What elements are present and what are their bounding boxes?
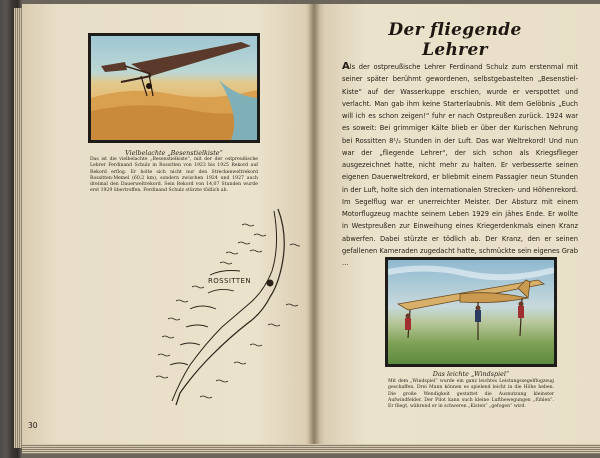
- caption1-text: Das ist die vielbelachte „Besenstielkiste“, mit der der ostpreußische Lehrer Ferdinand Schulz in Rossitten von 1923 bis 1925 Rekord auf Rekord erflog. Er holte sich nicht nur den Streckenweltrekord Rossitten-Memel (60,2 km), sondern zwischen 1924 und 1927 auch dreimal den Dauerweltrekord. Sein Rekord von 14,07 Stunden wurde erst 1929 übertroffen. Ferdinand Schulz stürzte tödlich ab.: [90, 157, 258, 194]
- caption1-title: Vielbelachte „Besenstielkiste“: [125, 149, 223, 157]
- caption2-text: Mit dem „Windspiel“ wurde ein ganz leichtes Leistungssegelflugzeug geschaffen. Drei Mann können es spielend leicht in die Höhe heben. Die große Wendigkeit gestattet die Ausnutzung kleinster Aufwindfelder. Der Pilot kann such kleine Luftbewegungen „fühlen“. Er fliegt, während er in schweren „Kisten“ „gefogen“ wird.: [388, 379, 554, 410]
- article-body-text: ls der ostpreußische Lehrer Ferdinand Schulz zum erstenmal mit seiner später berühmt gewordenen, selbstgebastelten „Besenstiel-Kiste“ auf der Wasserkuppe erschien, wurde er verspottet und verlacht. Man gab ihm keine Starterlaubnis. Mit dem Gelöbnis „Euch will ich es schon zeigen!“ fuhr er nach Ostpreußen zurück. 1924 war es soweit: Bei grimmiger Kälte blieb er über der Kurischen Nehrung bei Rossitten 8¹/₂ Stunden in der Luft. Das war Weltrekord! Und nun war der „fliegende Lehrer“, der sich schon als Kriegsflieger ausgezeichnet hatte, nicht mehr zu halten. Er verbesserte seinen eigenen Dauerweltrekord, er bliebmit einem Passagier neun Stunden in der Luft, holte sich den internationalen Strecken- und Höhenrekord. Im Segelflug war er unerreichter Meister. Der Absturz mit einem Motorflugzeug machte seinem Leben 1929 ein jähes Ende. Er wollte in Westpreußen zur Einweihung eines Kriegerdenkmals einen Kranz abwerfen. Dabei stürzte er tödlich ab. Der Kranz, den er seinen gefallenen Kameraden zugedacht hatte, schmückte sein eigenes Grab ...: [342, 63, 578, 267]
- article-dropcap: A: [342, 61, 350, 72]
- map-label-rossitten: ROSSITTEN: [208, 277, 252, 285]
- glider-illustration: [91, 36, 257, 140]
- article-body: [342, 61, 578, 269]
- page-fold: [308, 4, 320, 444]
- page-stack-bottom: [22, 444, 600, 454]
- glider-picture-windspiel: [385, 257, 557, 367]
- glider-picture-besenstielkiste: [88, 33, 260, 143]
- page-stack-edge: [14, 8, 22, 448]
- caption2-title: Das leichte „Windspiel“: [432, 370, 510, 378]
- page-number: 30: [28, 421, 38, 430]
- rossitten-marker: [267, 280, 274, 287]
- windspiel-illustration: [388, 260, 554, 364]
- map-kurische-nehrung: [150, 205, 300, 415]
- article-heading: Der fliegende Lehrer: [388, 20, 522, 60]
